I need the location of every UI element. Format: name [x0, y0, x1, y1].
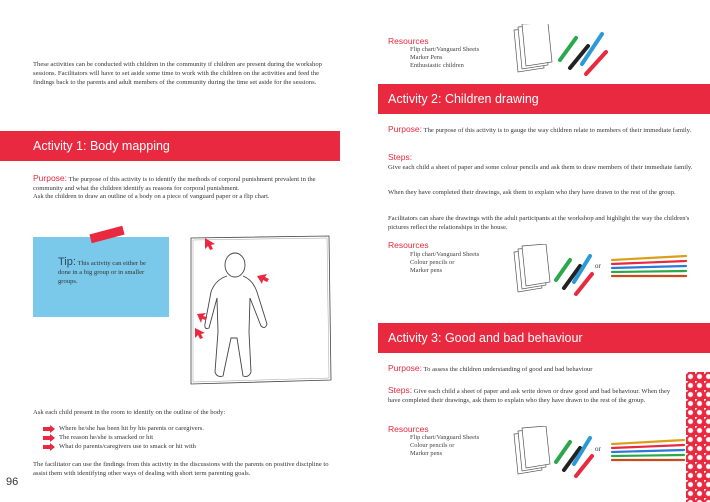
resources-list	[410, 46, 479, 70]
steps-label: Steps:	[388, 152, 413, 162]
purpose-label: Purpose:	[33, 173, 68, 183]
purpose-label: Purpose:	[388, 363, 423, 373]
resources-label: Resources	[388, 424, 429, 434]
purpose-label: Purpose:	[388, 124, 423, 134]
paper-and-markers-icon	[512, 24, 612, 82]
arrow-bullet-icon	[43, 434, 55, 442]
list-item: Marker Pens	[410, 54, 443, 61]
tip-text: This activity can either be done in a big group or in smaller groups.	[58, 260, 146, 285]
resources-label: Resources	[388, 240, 429, 250]
tip-label: Tip:	[58, 256, 76, 268]
decorative-pattern-strip	[686, 372, 710, 502]
list-item: Colour pencils or	[410, 259, 455, 266]
ask-text: Ask each child present in the room to identify on the outline of the body:	[33, 409, 226, 416]
activity3-banner: Activity 3: Good and bad behaviour	[378, 323, 710, 353]
steps-paragraph-3: Facilitators can share the drawings with the adult participants at the workshop and highlight the way the children's pictures reflect the relationships in the house.	[388, 215, 690, 231]
purpose-text: To assess the children understanding of good and bad behaviour	[423, 366, 593, 373]
resources-list	[410, 251, 479, 275]
paper-and-markers-icon	[512, 426, 594, 480]
list-item: Flip chart/Vanguard Sheets	[410, 46, 480, 53]
steps-label: Steps:	[388, 385, 413, 395]
list-item: Marker pens	[410, 267, 443, 274]
list-item: Marker pens	[410, 450, 443, 457]
activity3-steps	[388, 386, 683, 405]
list-item: Flip chart/Vanguard Sheets	[410, 434, 480, 441]
body-map-illustration	[185, 232, 335, 387]
steps-paragraph-1: Give each child a sheet of paper and some colour pencils and ask them to draw members of their immediate family.	[388, 164, 693, 171]
colour-pencils-icon	[608, 436, 690, 466]
list-item: Where he/she has been hit by his parents or caregivers.	[43, 424, 333, 433]
colour-pencils-icon	[608, 252, 692, 282]
activity1-instruction: Ask the children to draw an outline of a body on a piece of vanguard paper or a flip chart.	[33, 193, 270, 200]
resources-label: Resources	[388, 36, 429, 46]
list-item: The reason he/she is smacked or hit	[43, 433, 333, 442]
list-item: Colour pencils or	[410, 442, 455, 449]
purpose-text: The purpose of this activity is to gauge the way children relate to members of their immediate family.	[423, 127, 692, 134]
bullet-list	[43, 424, 333, 451]
list-item: Flip chart/Vanguard Sheets	[410, 251, 480, 258]
steps-paragraph-2: When they have completed their drawings, ask them to explain who they have drawn to the rest of the group.	[388, 189, 676, 196]
activity3-purpose	[388, 364, 693, 374]
paper-and-markers-icon	[512, 244, 594, 298]
arrow-bullet-icon	[43, 443, 55, 451]
arrow-bullet-icon	[43, 425, 55, 433]
or-label: or	[595, 445, 601, 453]
activity1-purpose	[33, 174, 333, 193]
or-label: or	[595, 262, 601, 270]
list-item: Enthusiastic children	[410, 62, 464, 69]
intro-paragraph: These activities can be conducted with children in the community if children are present during the workshop sessions. Facilitators will have to set aside some time to work with the children on the activities and feed the findings back to the parents and adult members of the community during the time set aside for the sessions.	[33, 61, 322, 86]
activity1-banner: Activity 1: Body mapping	[0, 131, 340, 161]
purpose-text: The purpose of this activity is to identify the methods of corporal punishment prevalent in the community and what the children identify as reasons for corporal punishment.	[33, 176, 316, 192]
steps-text: Give each child a sheet of paper and ask write down or draw good and bad behaviour. When they have completed their drawings, ask them to explain who they have drawn to the rest of the group.	[388, 388, 671, 404]
list-item: What do parents/caregivers use to smack or hit with	[43, 442, 333, 451]
activity2-purpose	[388, 125, 693, 135]
closing-text: The facilitator can use the findings from this activity in the discussions with the parents on positive discipline to assist them with identifying other ways of dealing with short term parenting goals.	[33, 461, 329, 477]
activity2-banner: Activity 2: Children drawing	[378, 84, 710, 114]
page-number: 96	[6, 476, 19, 488]
paper-sheet	[191, 236, 331, 384]
tip-text-block	[58, 258, 158, 286]
resources-list	[410, 434, 479, 458]
